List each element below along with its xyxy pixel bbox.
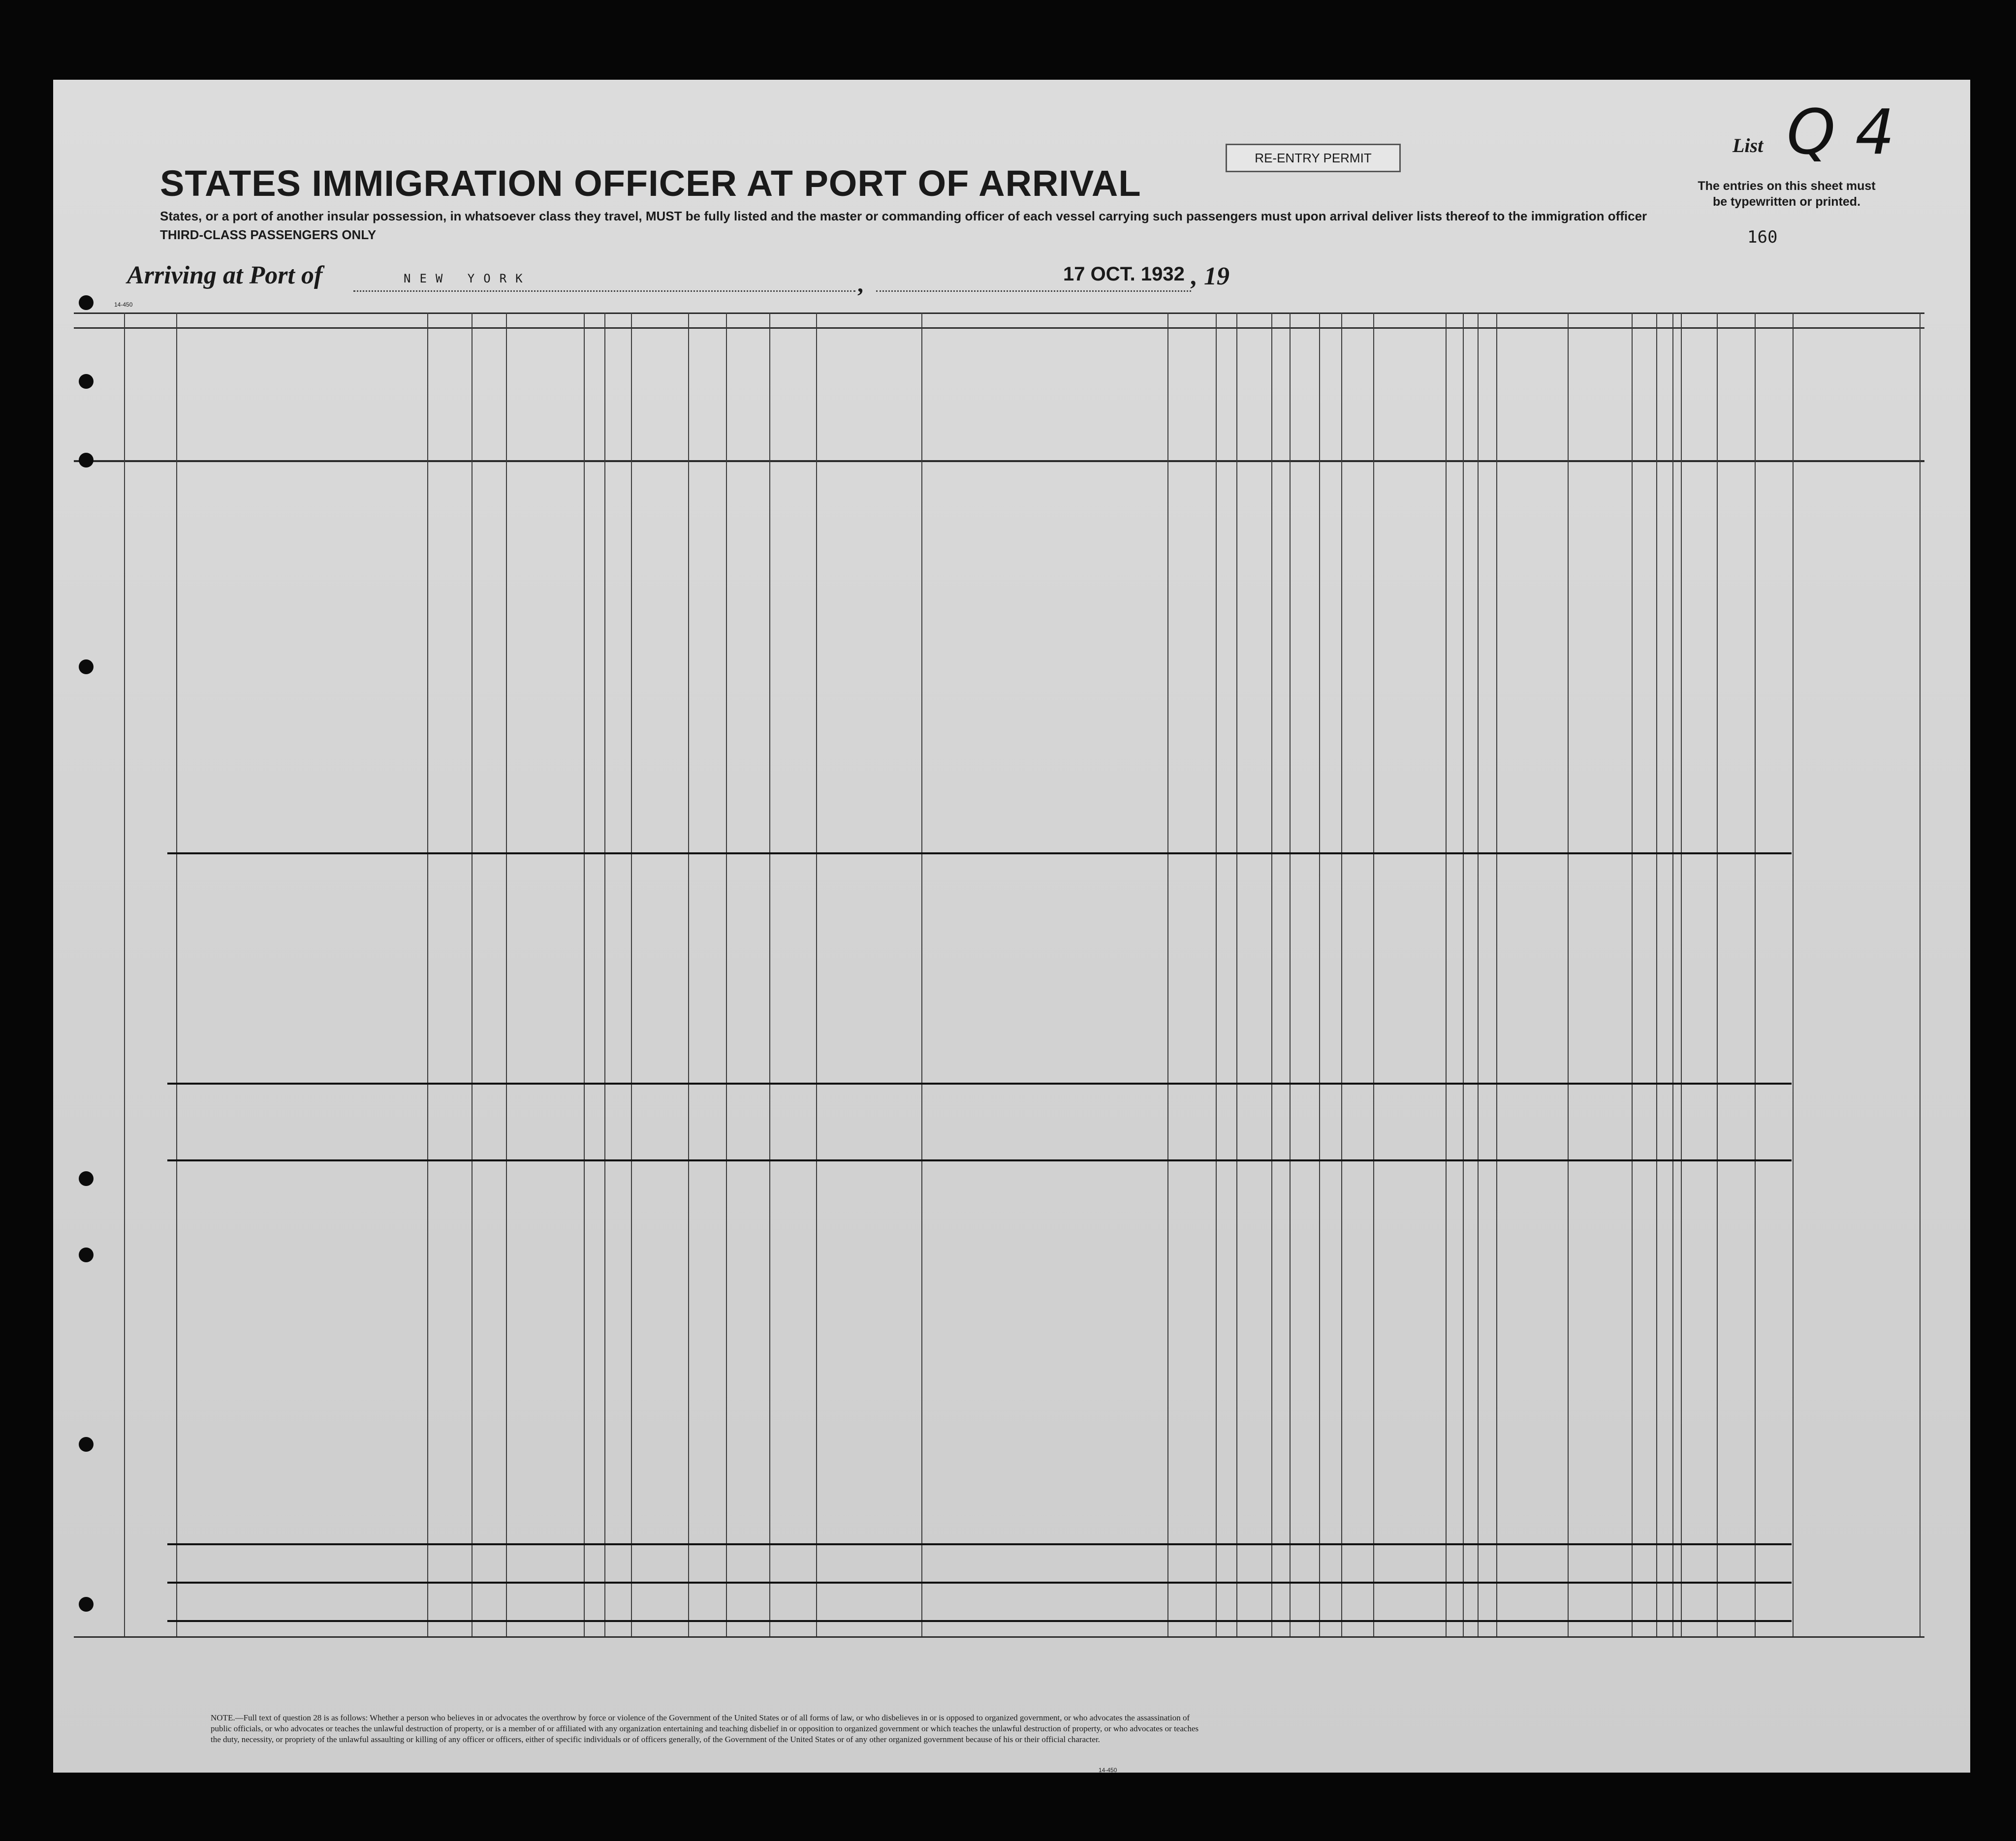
punch-hole — [79, 374, 94, 389]
column-rule — [1271, 312, 1272, 1636]
table-rule — [74, 312, 1924, 314]
punch-hole — [79, 1597, 94, 1612]
header-anarchist — [1322, 344, 1340, 458]
column-rule — [124, 312, 125, 1636]
instructions-text — [160, 207, 1656, 244]
strike-line — [167, 852, 1792, 854]
arriving-label: Arriving at Port of — [127, 261, 323, 289]
typewritten-note: The entries on this sheet must be typewritten or printed. — [1698, 179, 1876, 209]
column-rule — [1373, 312, 1374, 1636]
header-fifty-dollars — [689, 344, 719, 455]
punch-hole — [79, 295, 94, 310]
header-feet — [1658, 433, 1671, 458]
punch-hole — [79, 1171, 94, 1186]
column-rule — [1681, 312, 1682, 1636]
column-rule — [1755, 312, 1756, 1636]
class-line: THIRD-CLASS PASSENGERS ONLY — [160, 227, 377, 242]
column-rule — [1341, 312, 1342, 1636]
column-rule — [688, 312, 689, 1636]
form-number-bottom: 14-450 — [1099, 1767, 1117, 1774]
column-rule — [1463, 312, 1464, 1636]
column-rule — [1793, 312, 1794, 1636]
strike-line — [167, 1543, 1792, 1545]
reentry-permit-box: RE-ENTRY PERMIT — [1226, 144, 1401, 172]
column-rule — [1920, 312, 1921, 1636]
port-value: NEW YORK — [404, 272, 532, 285]
punch-hole — [79, 1248, 94, 1262]
arrival-date: 17 OCT. 1932 — [1063, 263, 1185, 285]
column-rule — [631, 312, 632, 1636]
column-rule — [1478, 312, 1479, 1636]
column-rule — [1290, 312, 1291, 1636]
column-rule — [726, 312, 727, 1636]
column-rule — [1216, 312, 1217, 1636]
year-prefix: , 19 — [1191, 262, 1229, 290]
page-number: 160 — [1747, 227, 1778, 247]
column-rule — [1672, 312, 1673, 1636]
column-rule — [816, 312, 817, 1636]
column-rule — [1319, 312, 1320, 1636]
column-rule — [1446, 312, 1447, 1636]
strike-line — [167, 1083, 1792, 1085]
header-overthrow — [1344, 344, 1372, 458]
manifest-sheet — [53, 80, 1970, 1773]
header-inches — [1682, 433, 1714, 458]
date-underline — [876, 290, 1191, 292]
column-rule — [1496, 312, 1497, 1636]
punch-hole — [79, 1437, 94, 1452]
header-polygamist — [1292, 344, 1317, 458]
column-rule — [176, 312, 177, 1636]
column-rule — [427, 312, 428, 1636]
question-28-footnote: NOTE.—Full text of question 28 is as follows: Whether a person who believes in or advocates the overthrow by force or violence of the Government of the United States or of all forms of law, or who disbelieves in or is opposed to organized government, or who advocates the assassination of public officials, or who advocates or teaches the unlawful destruction of property, or is a member of or affiliated with any organization entertaining and teaching disbelief in or opposition to organized government or which teaches the unlawful destruction of property, or who advocates or teaches the duty, necessity, or propriety of the unlawful assaulting or killing of any officer or officers, either of specific individuals or of officers generally, of the Government of the United States or of any other organized government because of his or their official character. — [211, 1713, 1199, 1744]
column-rule — [1656, 312, 1657, 1636]
page-title: STATES IMMIGRATION OFFICER AT PORT OF ARRIVAL — [160, 163, 1141, 204]
header-contract-labor — [1376, 344, 1445, 458]
column-rule — [1717, 312, 1718, 1636]
column-rule — [584, 312, 585, 1636]
strike-line — [167, 1159, 1792, 1161]
header-length-of-stay — [1218, 379, 1235, 458]
list-label: List — [1732, 134, 1764, 156]
punch-hole — [79, 659, 94, 674]
column-rule — [506, 312, 507, 1636]
instructions-line: States, or a port of another insular possession, in whatsoever class they travel, MUST be fully listed and the master or commanding officer of each vessel carrying such passengers must upon arrival deliver lists thereof to the immigration officer — [160, 209, 1647, 223]
punch-hole — [79, 453, 94, 468]
list-number: Q 4 — [1787, 96, 1895, 168]
strike-line — [167, 1582, 1792, 1584]
table-rule — [74, 460, 1924, 462]
column-rule — [1632, 312, 1633, 1636]
form-number-top: 14-450 — [114, 301, 133, 308]
column-rule — [604, 312, 605, 1636]
strike-line — [167, 1620, 1792, 1622]
comma-separator: , — [857, 271, 863, 297]
column-rule — [769, 312, 770, 1636]
table-rule — [74, 1636, 1924, 1638]
header-prison — [1274, 344, 1289, 458]
column-rule — [921, 312, 922, 1636]
port-underline — [353, 290, 855, 292]
header-intends-citizen — [1238, 379, 1270, 458]
header-intends-return — [1169, 379, 1214, 458]
header-deported — [1465, 344, 1477, 458]
header-excluded — [1447, 344, 1462, 458]
column-rule — [1167, 312, 1168, 1636]
column-rule — [1568, 312, 1569, 1636]
column-rule — [1236, 312, 1237, 1636]
table-rule — [74, 327, 1924, 329]
header-ticket — [588, 344, 601, 455]
